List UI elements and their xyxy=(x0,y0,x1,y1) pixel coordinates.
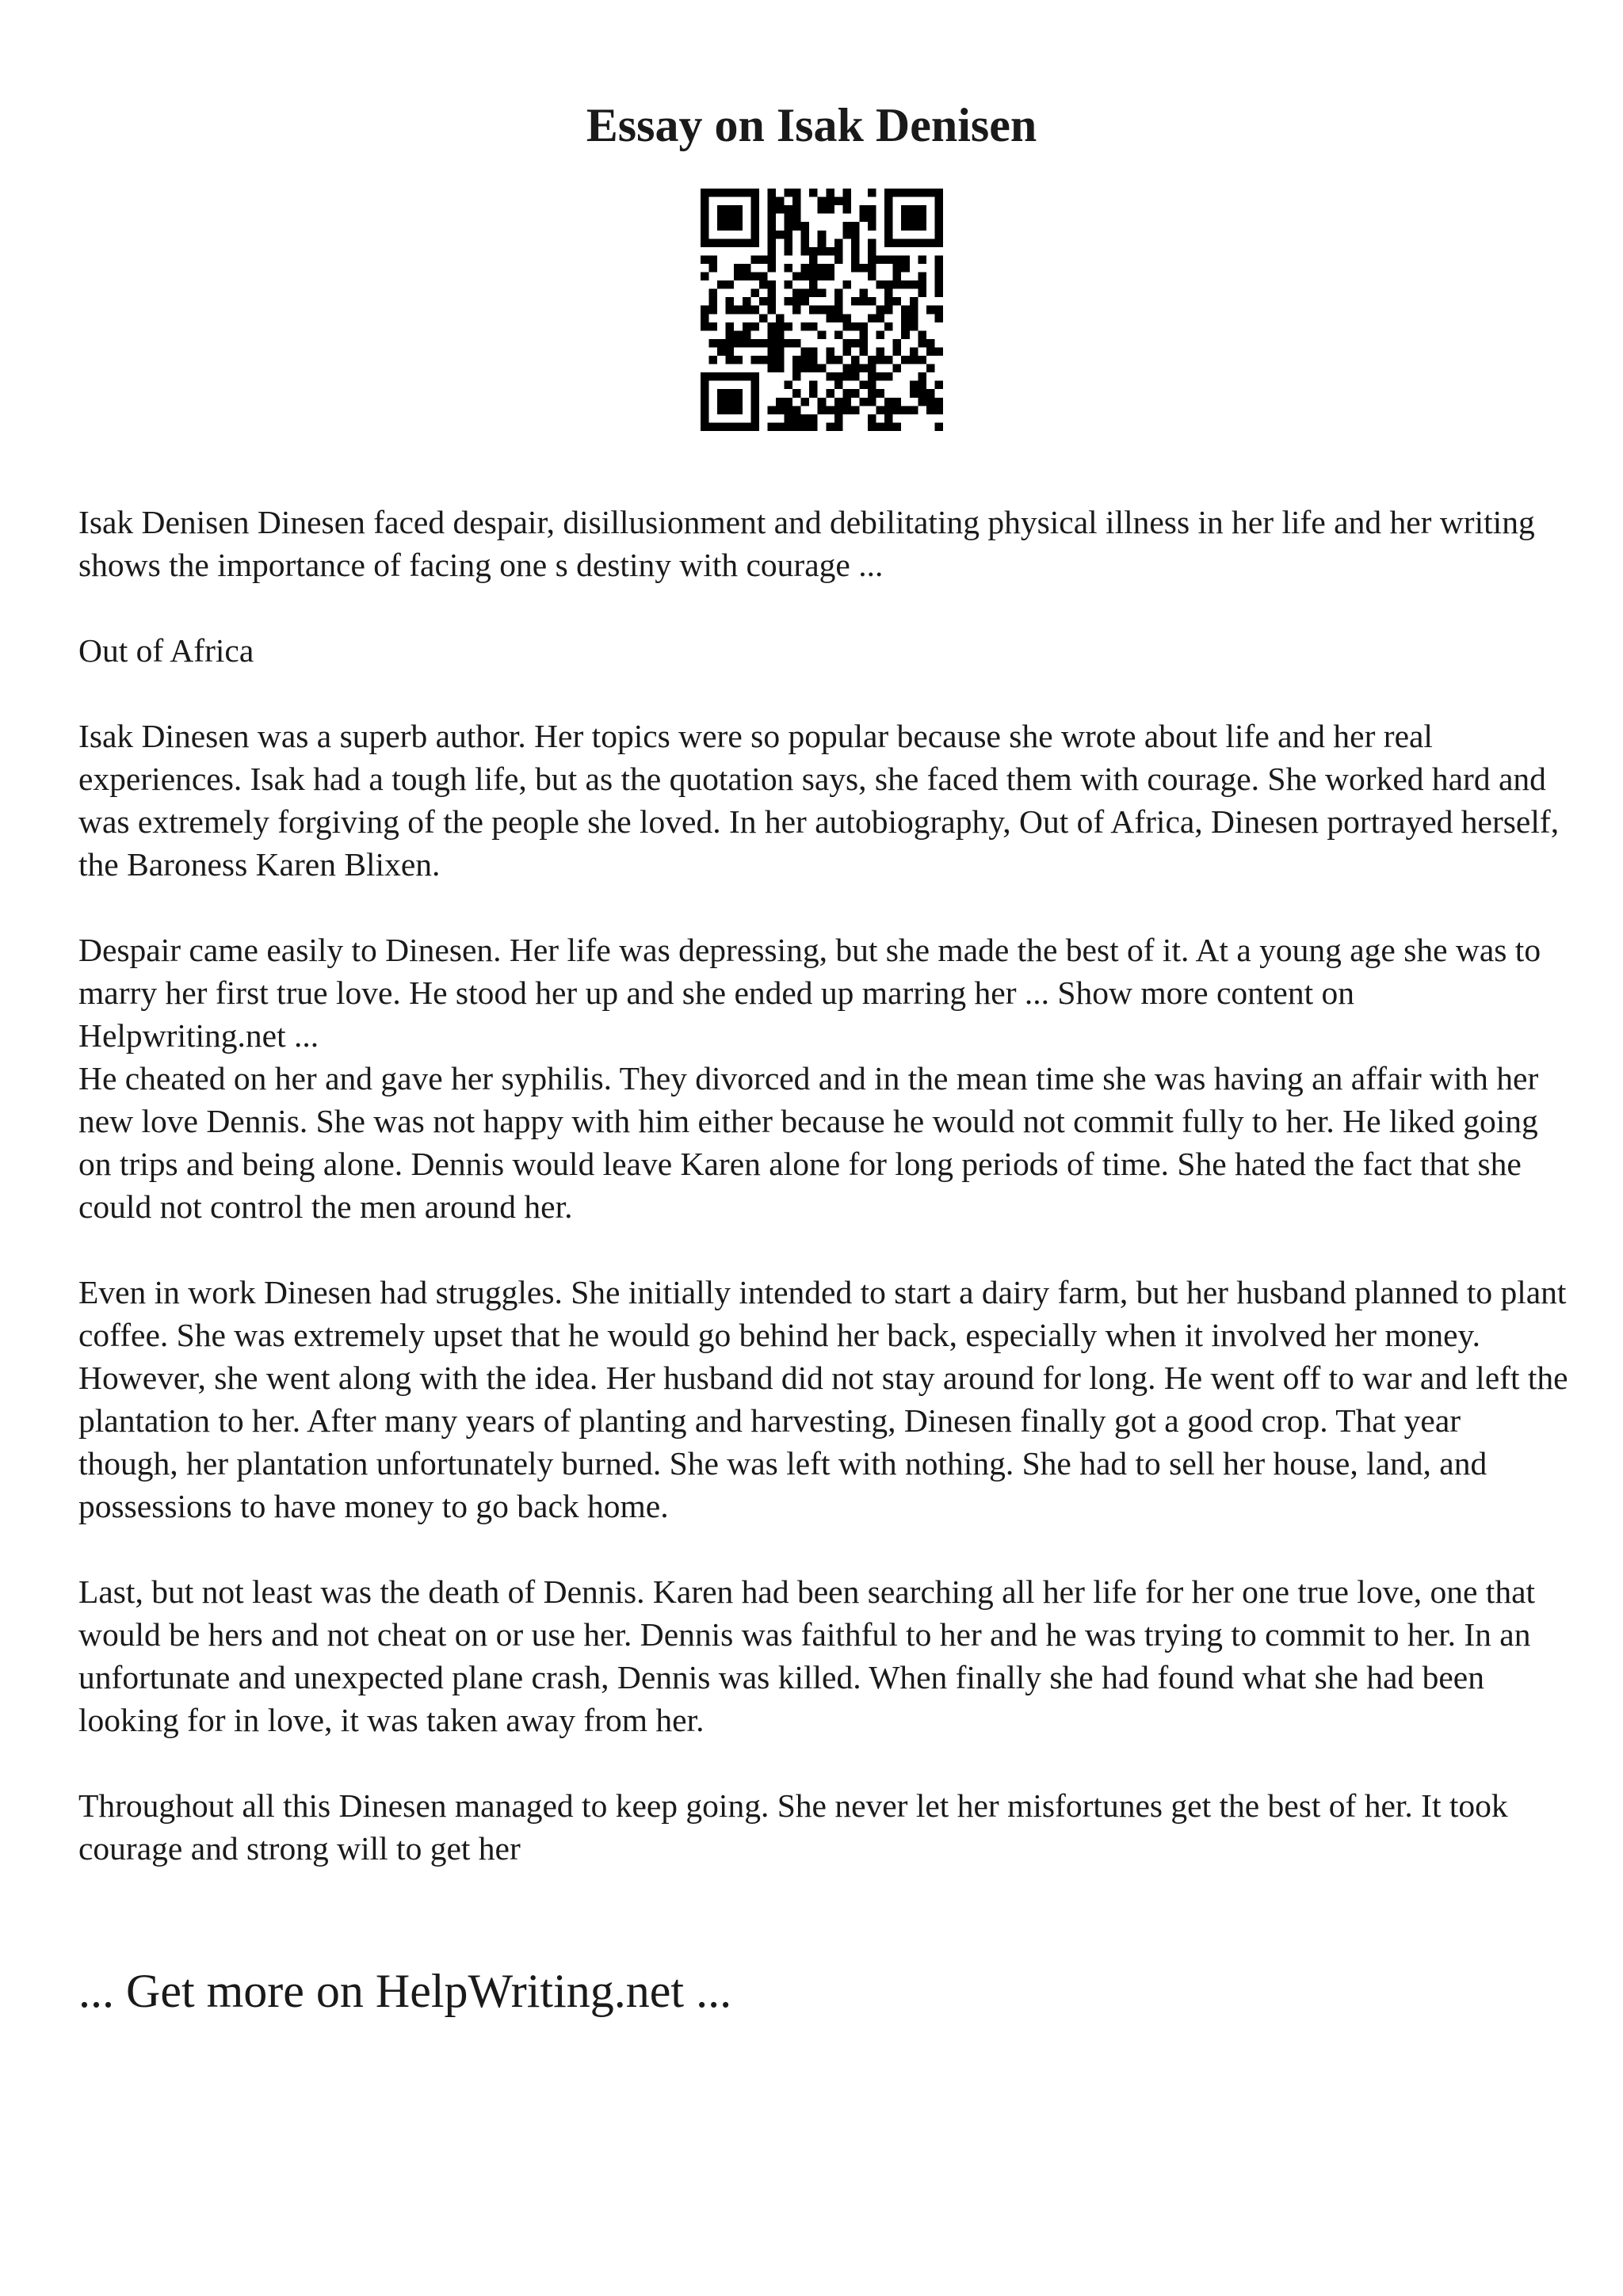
paragraph-4: He cheated on her and gave her syphilis. They divorced and in the mean time she was having an affair with her new love Dennis. She was not happy with him either because he would not commit fully to her. He liked going on trips and being alone. Dennis would leave Karen alone for long periods of time. She hated the fact that she could not control the men around her. xyxy=(78,1060,1539,1225)
document-title: Essay on Isak Denisen xyxy=(586,99,1037,151)
qr-code-graphic xyxy=(701,189,943,431)
paragraph-intro: Isak Denisen Dinesen faced despair, disillusionment and debilitating physical illness in her life and her writing shows the importance of facing one s destiny with courage ... xyxy=(78,504,1535,583)
paragraph-heading: Out of Africa xyxy=(78,632,254,669)
footer-link-text[interactable]: ... Get more on HelpWriting.net ... xyxy=(78,1965,732,2017)
paragraph-6: Last, but not least was the death of Dennis. Karen had been searching all her life for her one true love, one that would be hers and not cheat on or use her. Dennis was faithful to her and he was trying to commit to her. In an unfortunate and unexpected plane crash, Dennis was killed. When finally she had found what she had been looking for in love, it was taken away from her. xyxy=(78,1573,1536,1738)
paragraph-7: Throughout all this Dinesen managed to keep going. She never let her misfortunes get the best of her. It took courage and strong will to get her xyxy=(78,1787,1508,1867)
paragraph-3: Despair came easily to Dinesen. Her life was depressing, but she made the best of it. At a young age she was to marry her first true love. He stood her up and she ended up marring her ... Show more content on Helpwriting.net ... xyxy=(78,932,1541,1054)
qr-code xyxy=(701,189,943,431)
paragraph-2: Isak Dinesen was a superb author. Her topics were so popular because she wrote about life and her real experiences. Isak had a tough life, but as the quotation says, she faced them with courage. She worked hard and was extremely forgiving of the people she loved. In her autobiography, Out of Africa, Dinesen portrayed herself, the Baroness Karen Blixen. xyxy=(78,718,1560,883)
essay-body xyxy=(78,501,1568,1913)
paragraph-5: Even in work Dinesen had struggles. She initially intended to start a dairy farm, but her husband planned to plant coffee. She was extremely upset that he would go behind her back, especially when it involved her money. However, she went along with the idea. Her husband did not stay around for long. He went off to war and left the plantation to her. After many years of planting and harvesting, Dinesen finally got a good crop. That year though, her plantation unfortunately burned. She was left with nothing. She had to sell her house, land, and possessions to have money to go back home. xyxy=(78,1274,1568,1524)
